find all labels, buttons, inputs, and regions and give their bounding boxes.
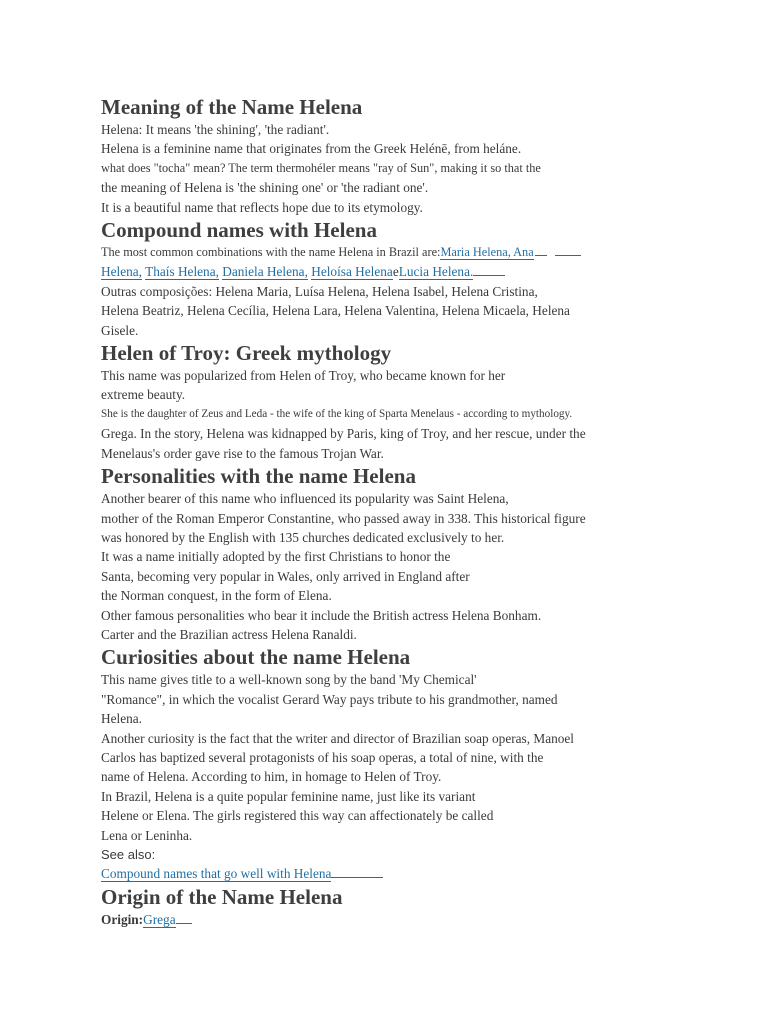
- link-underline-gap: [535, 255, 547, 256]
- text-line: Carter and the Brazilian actress Helena Ranaldi.: [101, 626, 357, 642]
- personalities-text: [101, 489, 681, 644]
- text-line: Helena is a feminine name that originates from the Greek Helénē, from heláne.: [101, 141, 522, 157]
- text-line: It is a beautiful name that reflects hope due to its etymology.: [101, 199, 423, 215]
- origin-line: [101, 910, 681, 929]
- text-line: Gisele.: [101, 322, 139, 338]
- text-line: Another curiosity is the fact that the writer and director of Brazilian soap operas, Manoel: [101, 730, 574, 746]
- text-line: [101, 262, 681, 281]
- text-line: "Romance", in which the vocalist Gerard Way pays tribute to his grandmother, named: [101, 691, 558, 707]
- text-line: She is the daughter of Zeus and Leda - the wife of the king of Sparta Menelaus - according to mythology.: [101, 407, 573, 420]
- text-line: [101, 864, 681, 883]
- section-title-troy: Helen of Troy: Greek mythology: [101, 341, 392, 366]
- link-underline-gap: [331, 877, 383, 878]
- text-line: Helena: It means 'the shining', 'the radiant'.: [101, 122, 330, 137]
- link-helena[interactable]: Helena,: [101, 264, 142, 280]
- compound-intro: The most common combinations with the name Helena in Brazil are:: [101, 245, 441, 260]
- meaning-text: [101, 120, 681, 217]
- text-line: name of Helena. According to him, in homage to Helen of Troy.: [101, 769, 442, 785]
- link-thais-helena[interactable]: Thaís Helena,: [145, 264, 219, 280]
- link-underline-gap: [555, 255, 581, 256]
- curiosities-text: [101, 670, 681, 883]
- text-line: Helena Beatriz, Helena Cecília, Helena Lara, Helena Valentina, Helena Micaela, Helena: [101, 303, 570, 319]
- text-line: was honored by the English with 135 churches dedicated exclusively to her.: [101, 529, 505, 545]
- section-title-curiosities: Curiosities about the name Helena: [101, 645, 411, 670]
- link-maria-helena-ana[interactable]: Maria Helena, Ana: [440, 245, 534, 260]
- origin-label: Origin:: [101, 911, 144, 927]
- troy-text: [101, 366, 681, 463]
- text-line: Grega. In the story, Helena was kidnapped by Paris, king of Troy, and her rescue, under the: [101, 426, 586, 442]
- text-line: It was a name initially adopted by the first Christians to honor the: [101, 549, 451, 565]
- section-title-personalities: Personalities with the name Helena: [101, 464, 416, 489]
- link-grega[interactable]: Grega: [143, 911, 176, 927]
- link-heloisa-helena[interactable]: Heloísa Helena: [311, 264, 393, 280]
- text-line: Outras composições: Helena Maria, Luísa Helena, Helena Isabel, Helena Cristina,: [101, 283, 538, 299]
- text-line: In Brazil, Helena is a quite popular feminine name, just like its variant: [101, 788, 476, 804]
- text-line: Helena.: [101, 711, 142, 727]
- text-line: Another bearer of this name who influenced its popularity was Saint Helena,: [101, 491, 509, 507]
- link-lucia-helena[interactable]: Lucia Helena.: [398, 264, 474, 280]
- text-line: Santa, becoming very popular in Wales, only arrived in England after: [101, 568, 470, 584]
- text-line: Carlos has baptized several protagonists of his soap operas, a total of nine, with the: [101, 749, 544, 765]
- text-line: the Norman conquest, in the form of Elena.: [101, 588, 332, 604]
- text-line: [101, 243, 681, 262]
- section-title-meaning: Meaning of the Name Helena: [101, 95, 363, 119]
- text-line: Helene or Elena. The girls registered this way can affectionately be called: [101, 808, 494, 824]
- link-compound-names[interactable]: Compound names that go well with Helena: [101, 866, 332, 882]
- text-line: This name gives title to a well-known song by the band 'My Chemical': [101, 672, 477, 688]
- text-line: Other famous personalities who bear it include the British actress Helena Bonham.: [101, 607, 542, 623]
- connector-e: e: [392, 264, 399, 280]
- text-line: extreme beauty.: [101, 387, 186, 403]
- text-line: what does "tocha" mean? The term thermohéler means "ray of Sun", making it so that the: [101, 160, 541, 175]
- text-line: mother of the Roman Emperor Constantine, who passed away in 338. This historical figure: [101, 510, 586, 526]
- text-line: Menelaus's order gave rise to the famous Trojan War.: [101, 445, 384, 461]
- text-line: This name was popularized from Helen of Troy, who became known for her: [101, 368, 506, 384]
- link-daniela-helena[interactable]: Daniela Helena,: [222, 264, 308, 280]
- link-underline-gap: [473, 275, 505, 276]
- section-title-compound: Compound names with Helena: [101, 218, 377, 243]
- compound-text: [101, 243, 681, 340]
- text-line: the meaning of Helena is 'the shining one' or 'the radiant one'.: [101, 180, 429, 196]
- text-line: Lena or Leninha.: [101, 827, 193, 843]
- link-underline-gap: [176, 923, 192, 924]
- see-also-label: See also:: [101, 847, 156, 862]
- section-title-origin: Origin of the Name Helena: [101, 884, 343, 909]
